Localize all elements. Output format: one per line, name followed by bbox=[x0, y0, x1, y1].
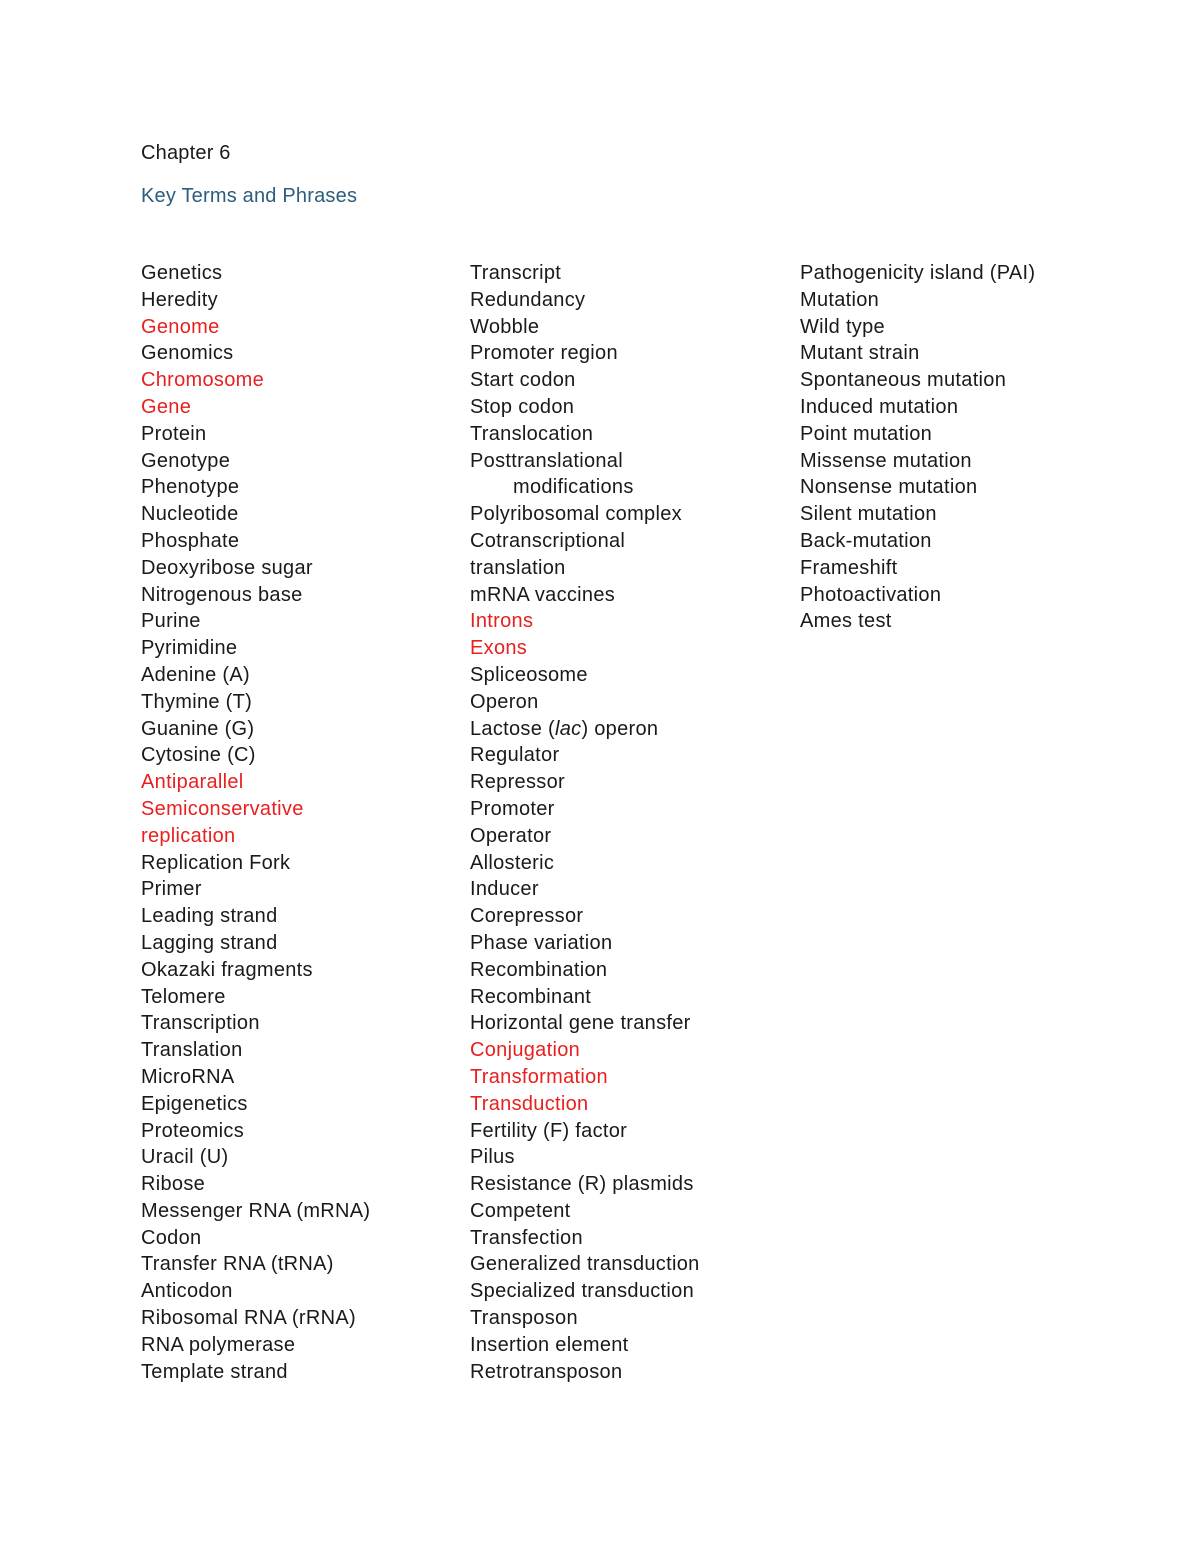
term-item: Wild type bbox=[800, 315, 885, 338]
term-item: MicroRNA bbox=[141, 1065, 235, 1088]
term-item: Back-mutation bbox=[800, 529, 932, 552]
term-item: Regulator bbox=[470, 744, 560, 767]
term-item: Posttranslational bbox=[470, 449, 623, 472]
term-item: Ames test bbox=[800, 610, 892, 633]
term-item: translation bbox=[470, 556, 566, 579]
term-item: Fertility (F) factor bbox=[470, 1119, 628, 1142]
term-item: Primer bbox=[141, 878, 202, 901]
term-item: Genotype bbox=[141, 449, 231, 472]
term-item: Operator bbox=[470, 824, 552, 847]
term-item: Frameshift bbox=[800, 556, 898, 579]
term-item: Translocation bbox=[470, 422, 594, 445]
term-item: Proteomics bbox=[141, 1119, 245, 1142]
term-part: ) operon bbox=[581, 717, 659, 740]
term-item: Horizontal gene transfer bbox=[470, 1012, 691, 1035]
term-item: Epigenetics bbox=[141, 1092, 248, 1115]
term-item: Inducer bbox=[470, 878, 539, 901]
term-item bbox=[470, 716, 700, 743]
terms-column-1 bbox=[141, 260, 370, 1385]
term-item: Template strand bbox=[141, 1360, 288, 1383]
term-item: Transcription bbox=[141, 1012, 260, 1035]
term-item: Mutation bbox=[800, 288, 880, 311]
term-item: Deoxyribose sugar bbox=[141, 556, 313, 579]
term-item: Purine bbox=[141, 610, 201, 633]
term-item: Lagging strand bbox=[141, 931, 278, 954]
term-item: Transfer RNA (tRNA) bbox=[141, 1253, 334, 1276]
term-item: Guanine (G) bbox=[141, 717, 255, 740]
term-item: Transfection bbox=[470, 1226, 583, 1249]
term-item: Repressor bbox=[470, 771, 565, 794]
term-item: Ribose bbox=[141, 1173, 206, 1196]
term-item: Missense mutation bbox=[800, 449, 972, 472]
term-item: Stop codon bbox=[470, 395, 575, 418]
term-item: Translation bbox=[141, 1039, 243, 1062]
term-item: Induced mutation bbox=[800, 395, 959, 418]
term-item: Replication Fork bbox=[141, 851, 291, 874]
term-item: Generalized transduction bbox=[470, 1253, 700, 1276]
term-item: Pyrimidine bbox=[141, 637, 238, 660]
term-item: Phase variation bbox=[470, 931, 613, 954]
term-item: Heredity bbox=[141, 288, 218, 311]
term-item: Anticodon bbox=[141, 1280, 233, 1303]
term-item: Cytosine (C) bbox=[141, 744, 256, 767]
term-item: Antiparallel bbox=[141, 771, 244, 794]
term-item: Point mutation bbox=[800, 422, 933, 445]
term-item: Resistance (R) plasmids bbox=[470, 1173, 694, 1196]
term-item: Introns bbox=[470, 610, 534, 633]
term-item: Recombination bbox=[470, 958, 608, 981]
term-item: RNA polymerase bbox=[141, 1333, 296, 1356]
term-item: Start codon bbox=[470, 369, 576, 392]
term-item: Recombinant bbox=[470, 985, 592, 1008]
term-item: Uracil (U) bbox=[141, 1146, 229, 1169]
term-item: Protein bbox=[141, 422, 207, 445]
term-item: Ribosomal RNA (rRNA) bbox=[141, 1307, 356, 1330]
term-item: Nonsense mutation bbox=[800, 476, 978, 499]
term-item: Transposon bbox=[470, 1307, 578, 1330]
term-part: Lactose ( bbox=[470, 717, 555, 740]
term-item: Adenine (A) bbox=[141, 663, 250, 686]
term-item: Transformation bbox=[470, 1065, 608, 1088]
term-item: Chromosome bbox=[141, 369, 265, 392]
chapter-heading: Chapter 6 bbox=[141, 142, 231, 164]
term-item: Conjugation bbox=[470, 1039, 581, 1062]
term-item: Promoter bbox=[470, 797, 555, 820]
term-item: Allosteric bbox=[470, 851, 555, 874]
term-item: Telomere bbox=[141, 985, 226, 1008]
term-item: Silent mutation bbox=[800, 503, 937, 526]
term-item: Pilus bbox=[470, 1146, 515, 1169]
term-item: Genome bbox=[141, 315, 220, 338]
term-item: Messenger RNA (mRNA) bbox=[141, 1199, 371, 1222]
term-item: Nitrogenous base bbox=[141, 583, 303, 606]
term-item: Competent bbox=[470, 1199, 571, 1222]
term-item: Semiconservative bbox=[141, 797, 304, 820]
term-item: Polyribosomal complex bbox=[470, 503, 682, 526]
term-item: modifications bbox=[513, 476, 634, 499]
term-item: Spontaneous mutation bbox=[800, 369, 1007, 392]
term-italic-part: lac bbox=[554, 717, 582, 740]
term-item: Genetics bbox=[141, 262, 223, 284]
term-item: replication bbox=[141, 824, 236, 847]
term-item: Spliceosome bbox=[470, 663, 588, 686]
term-item: mRNA vaccines bbox=[470, 583, 616, 606]
term-item: Operon bbox=[470, 690, 539, 713]
term-item: Promoter region bbox=[470, 342, 618, 365]
terms-column-2 bbox=[470, 260, 700, 1385]
term-item: Cotranscriptional bbox=[470, 529, 626, 552]
term-item: Photoactivation bbox=[800, 583, 942, 606]
term-item: Okazaki fragments bbox=[141, 958, 313, 981]
term-item: Transduction bbox=[470, 1092, 589, 1115]
term-item: Exons bbox=[470, 637, 528, 660]
term-item: Retrotransposon bbox=[470, 1360, 623, 1383]
term-item: Phosphate bbox=[141, 529, 240, 552]
term-item: Gene bbox=[141, 395, 192, 418]
term-item: Redundancy bbox=[470, 288, 586, 311]
term-item: Pathogenicity island (PAI) bbox=[800, 262, 1036, 284]
term-item: Thymine (T) bbox=[141, 690, 253, 713]
term-item: Genomics bbox=[141, 342, 234, 365]
term-item: Transcript bbox=[470, 262, 562, 284]
term-item: Leading strand bbox=[141, 905, 278, 928]
terms-column-3 bbox=[800, 260, 1035, 635]
term-item: Nucleotide bbox=[141, 503, 239, 526]
key-terms-heading: Key Terms and Phrases bbox=[141, 185, 358, 207]
term-item: Phenotype bbox=[141, 476, 240, 499]
term-item: Corepressor bbox=[470, 905, 584, 928]
term-item: Insertion element bbox=[470, 1333, 629, 1356]
term-item: Specialized transduction bbox=[470, 1280, 694, 1303]
term-item: Mutant strain bbox=[800, 342, 920, 365]
term-item: Wobble bbox=[470, 315, 540, 338]
term-item: Codon bbox=[141, 1226, 202, 1249]
